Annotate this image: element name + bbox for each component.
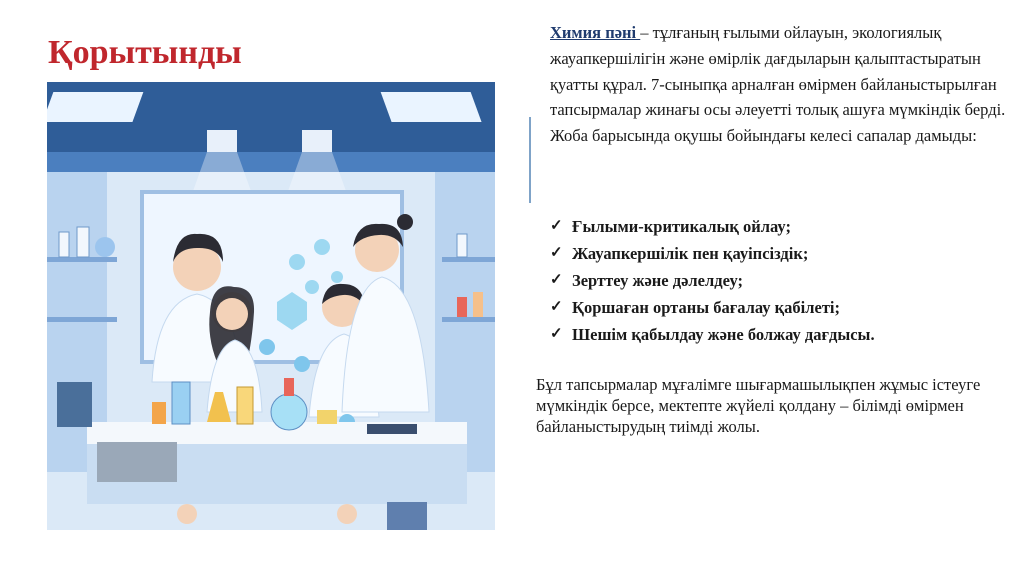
- list-item: [550, 267, 875, 294]
- quality-label: Қоршаған ортаны бағалау қабілеті;: [572, 298, 841, 317]
- qualities-list: [550, 213, 875, 348]
- quality-label: Жауапкершілік пен қауіпсіздік;: [572, 244, 809, 263]
- qualities-lead: Жоба барысында оқушы бойындағы келесі сапалар дамыды:: [550, 126, 977, 146]
- quality-label: Ғылыми-критикалық ойлау;: [572, 217, 791, 236]
- subject-name: Химия пәні: [550, 23, 641, 42]
- chemistry-lab-illustration: [47, 82, 495, 530]
- checkmark-icon: ✓: [550, 299, 563, 315]
- list-item: [550, 240, 875, 267]
- intro-text-block: [550, 20, 1020, 123]
- quality-label: Зерттеу және дәлелдеу;: [572, 271, 744, 290]
- checkmark-icon: ✓: [550, 245, 563, 261]
- slide-title: Қорытынды: [48, 34, 242, 71]
- list-item: [550, 321, 875, 348]
- list-item: [550, 213, 875, 240]
- accent-divider: [529, 117, 531, 203]
- conclusion-paragraph: Бұл тапсырмалар мұғалімге шығармашылықпен жұмыс істеуге мүмкіндік берсе, мектепте жүйелі қолдану – білімді өмірмен байланыстырудың тиімді жолы.: [536, 375, 981, 436]
- checkmark-icon: ✓: [550, 272, 563, 288]
- list-item: [550, 294, 875, 321]
- checkmark-icon: ✓: [550, 218, 563, 234]
- checkmark-icon: ✓: [550, 326, 563, 342]
- quality-label: Шешім қабылдау және болжау дағдысы.: [572, 325, 875, 344]
- intro-paragraph: [550, 20, 1020, 149]
- intro-body: – тұлғаның ғылыми ойлауын, экологиялық жауапкершілігін және өмірлік дағдыларын қалыптастыратын қуатты құрал. 7-сыныпқа арналған өмірмен байланыстырылған тапсырмалар жинағы осы әлеуетті толық ашуға мүмкіндік берді.: [550, 23, 1006, 120]
